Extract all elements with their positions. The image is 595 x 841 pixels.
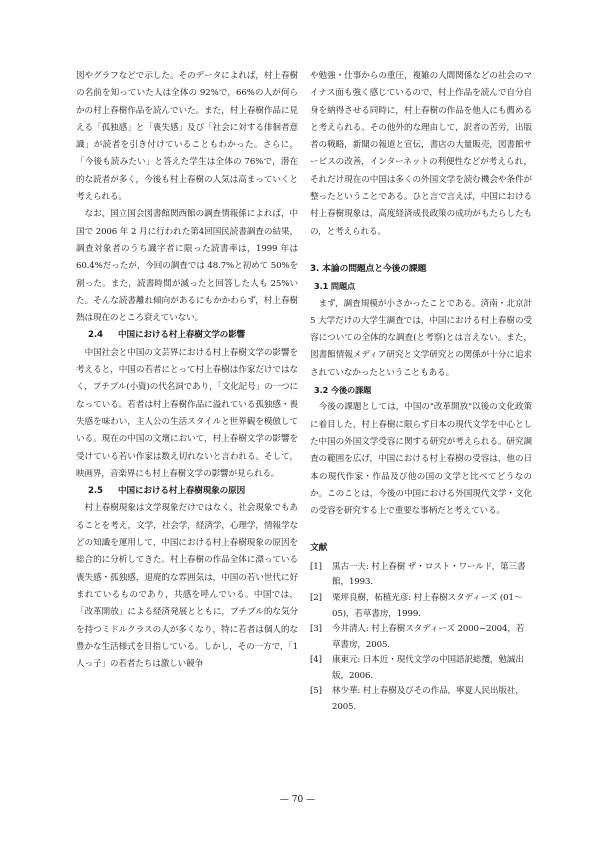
reference-text: 栗坪良樹，柘植光彦: 村上春樹スタディーズ (01〜05)，若草書房，1999.: [332, 592, 523, 619]
section-heading-3-2: 3.2 今後の課題: [314, 385, 372, 396]
page-number: — 70 —: [279, 795, 316, 805]
reference-number: [1]: [310, 561, 322, 572]
reference-text: 林少華: 村上春樹及びその作品，寧夏人民出版社，2005.: [332, 686, 524, 713]
reference-number: [3]: [310, 624, 322, 635]
body-paragraph: 図やグラフなどで示した。そのデータによれば，村上春樹の名前を知っていた人は全体の 92%で，66%の人が何らかの村上春樹作品を読んでいた。また，村上春樹作品に見える「孤独感」と「喪失感」及び「社会に対する俳徊者意識」が読者を引き付けていることもわかった。さらに，「今後も読みたい」と答えた学生は全体の 76%で，潜在的な読者が多く，今後も村上春樹の人気は高まっていくと考えられる。: [76, 71, 298, 203]
section-heading-2-5: [76, 483, 298, 500]
body-paragraph: 今後の課題としては，中国の"改革開放"以後の文化政策に着目した，村上春樹に限らず日本の現代文学を中心とした中国の外国文学受容に関する研究が考えられる。研究調査の範囲を広げ，中国における村上春樹の受容は，他の日本の現代作家・作品及び他の国の文学と比べてどうなのか。このことは，今後の中国における外国現代文学・文化の受容を研究する上で重要な事柄だと考えている。: [310, 402, 532, 517]
left-column: [76, 68, 298, 673]
section-heading-3-1: 3.1 問題点: [314, 281, 356, 292]
section-number: 2.4: [88, 330, 103, 341]
reference-item: [310, 591, 532, 622]
section-heading-3: 3. 本論の問題点と今後の課題: [310, 263, 427, 274]
body-paragraph: や勉強・仕事からの重圧，複雑の人間関係などの社会のマイナス面も強く感じているので，村上作品を読んで自分自身を納得させる同時に，村上春樹の作品を他人にも薦めると考えられる。その他外的な理由して，訳者の苦労，出版者の戦略，新聞の報道と宣伝，書店の大量販売，図書館サービスの改善，インターネットの利便性などが考えられ，それだけ現在の中国は多くの外国文学を読む機会や条件が整ったということである。ひと言で言えば，中国における村上春樹現象は，高度経済成長政策の成功がもたらしたもの，と考えられる。: [310, 71, 532, 237]
reference-number: [4]: [310, 655, 322, 666]
reference-number: [2]: [310, 592, 322, 603]
reference-item: [310, 560, 532, 591]
reference-item: [310, 653, 532, 684]
references-heading: 文献: [310, 543, 328, 554]
section-title: 中国における村上春樹文学の影響: [118, 330, 246, 341]
reference-text: 康東元: 日本近・現代文学の中国語訳総攬，勉誠出版，2006.: [332, 655, 524, 681]
section-title: 中国における村上春樹現象の原因: [118, 486, 246, 497]
body-paragraph: 村上春樹現象は文学現象だけではなく，社会現象でもあることを考え，文学，社会学，経済学，心理学，情報学などの知識を運用して，中国における村上春樹現象の原因を総合的に分析してきた。村上春樹の作品全体に漂っている喪失感・孤独感，退廃的な雰囲気は，中国の若い世代に好まれているものであり，共感を呼んでいる。中国では，「改革開放」による経済発展とともに，プチブル的な気分を持つミドルクラスの人が多くなり，特に若者は個人的な豊かな生活様式を目指している。しかし，その一方で，「1 人っ子」の若者たちは激しい競争: [76, 503, 298, 670]
reference-text: 今井清人: 村上春樹スタディーズ 2000−2004，若草書房，2005.: [332, 624, 525, 650]
reference-list: [310, 560, 532, 716]
right-column: [310, 68, 532, 716]
reference-text: 黒古一夫: 村上春樹 ザ・ロスト・ワールド，第三書館，1993.: [332, 561, 526, 588]
reference-item: [310, 622, 532, 653]
body-paragraph: なお，国立国会図書館関西館の調査情報係によれば，中国で 2006 年 2 月に行われた第4回国民読書調査の結果，調査対象者のうち識字者に限った読書率は，1999 年は 60.4%だったが，今回の調査では 48.7%と初めて 50%を割った。また，読書時間が減ったと回答した人も 25%いた。そんな読書離れ傾向があるにもかかわらず，村上春樹熱は現在のところ衰えていない。: [76, 209, 298, 324]
reference-item: [310, 684, 532, 715]
section-heading-2-4: [76, 327, 298, 344]
reference-number: [5]: [310, 686, 322, 697]
section-number: 2.5: [88, 486, 103, 497]
body-paragraph: まず，調査規模が小さかったことである。済南・北京計 5 大学だけの大学生調査では，中国における村上春樹の受容についての全体的な調査(と考察)とは言えない。また，図書館情報メディア研究と文学研究との関係が十分に追求されていなかったということもある。: [310, 298, 532, 378]
body-paragraph: 中国社会と中国の文芸界における村上春樹文学の影響を考えると，中国の若者にとって村上春樹は作家だけではなく，プチブル(小資)の代名詞であり，「文化記号」の一つになっている。若者は村上春樹作品に溢れている孤独感・喪失感を味わい，主人公の生活スタイルと世界観を模倣している。現在の中国の文壇において，村上春樹文学の影響を受けている若い作家は数え切れないと言われる。そして，映画界，音楽界にも村上春樹文学の影響が見られる。: [76, 347, 298, 479]
